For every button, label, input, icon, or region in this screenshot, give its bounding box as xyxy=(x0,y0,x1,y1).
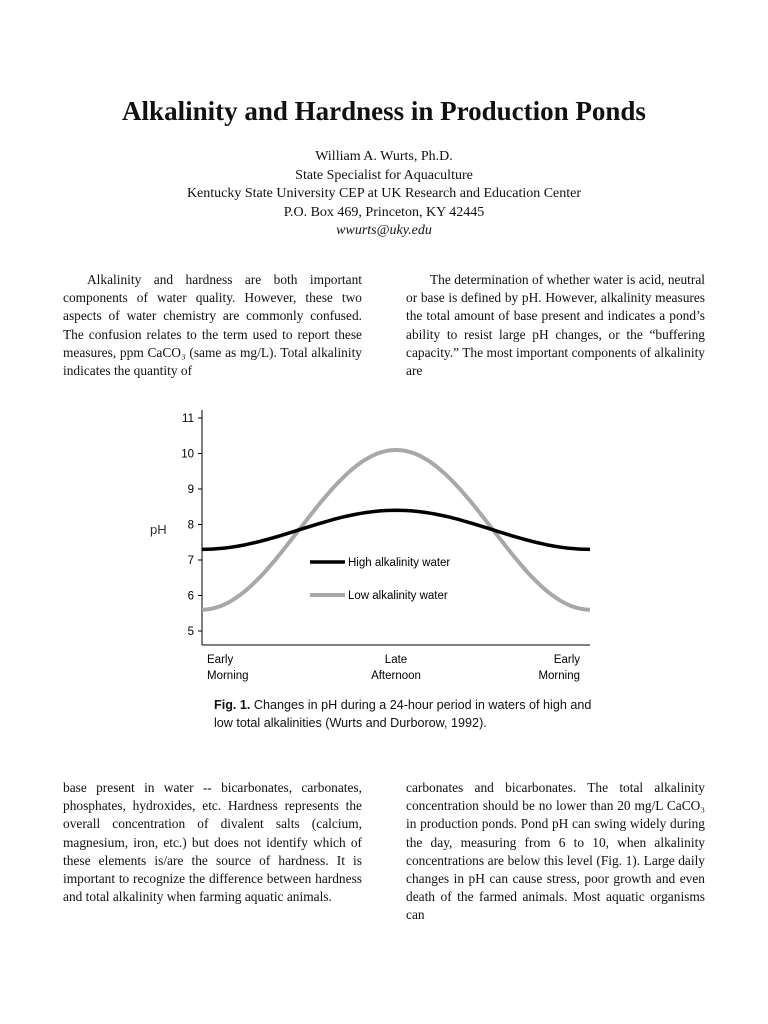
legend xyxy=(310,557,450,602)
y-tick-label: 7 xyxy=(187,555,194,567)
ph-chart xyxy=(130,400,600,700)
y-tick-label: 10 xyxy=(181,448,194,461)
author-affiliation: Kentucky State University CEP at UK Research and Education Center xyxy=(186,186,582,201)
paragraph: carbonates and bicarbonates. The total alkalinity concentration should be no lower than 20 mg/L CaCO₃ in production ponds. Pond pH can swing widely during the day, measuring from 6 to 10, when alkalinity concentrations are below this level (Fig. 1). Large daily changes in pH can cause stress, poor growth and even death of the farmed animals. Most aquatic organisms can xyxy=(406,780,705,923)
y-tick-label: 6 xyxy=(187,590,194,603)
page-title: Alkalinity and Hardness in Production Ponds xyxy=(122,96,646,126)
figure-caption xyxy=(214,697,594,732)
author-email[interactable]: wwurts@uky.edu xyxy=(336,223,432,238)
y-tick-label: 9 xyxy=(187,484,194,496)
caption-text: Changes in pH during a 24-hour period in waters of high and low total alkalinities (Wurts and Durborow, 1992). xyxy=(214,698,592,730)
y-tick-label: 5 xyxy=(187,626,194,638)
x-labels xyxy=(207,654,580,682)
author-block xyxy=(0,148,768,241)
y-axis-label: pH xyxy=(150,522,167,537)
y-tick-label: 8 xyxy=(187,519,194,532)
x-label-late-afternoon-line2: Afternoon xyxy=(371,670,421,682)
paragraph: The determination of whether water is acid, neutral or base is defined by pH. However, alkalinity measures the total amount of base present and indicates a pond’s ability to resist large pH changes, or the “buffering capacity.” The most important components of alkalinity are xyxy=(406,272,705,379)
plot-frame xyxy=(202,410,590,645)
author-position: State Specialist for Aquaculture xyxy=(295,167,473,183)
x-label-late-afternoon: Late xyxy=(384,654,408,666)
x-label-early-morning-end-line2: Morning xyxy=(538,670,580,682)
author-address: P.O. Box 469, Princeton, KY 42445 xyxy=(283,204,485,220)
y-tick-label: 11 xyxy=(182,413,194,425)
legend-label-high: High alkalinity water xyxy=(348,557,451,569)
series-line-high-alkalinity xyxy=(202,510,590,549)
author-name: William A. Wurts, Ph.D. xyxy=(315,149,453,164)
top-right-column xyxy=(406,271,705,380)
legend-label-low: Low alkalinity water xyxy=(348,590,448,602)
x-label-early-morning-start: Early xyxy=(207,654,234,666)
paragraph: Alkalinity and hardness are both important components of water quality. However, these two aspects of water chemistry are commonly confused. The confusion relates to the term used to report these measures, ppm CaCO₃ (same as mg/L). Total alkalinity indicates the quantity of xyxy=(63,272,362,379)
series-line-low-alkalinity xyxy=(202,450,590,610)
x-label-early-morning-start-line2: Morning xyxy=(207,670,249,682)
bottom-left-column xyxy=(63,779,362,906)
top-left-column xyxy=(63,271,362,380)
bottom-right-column xyxy=(406,779,705,925)
y-ticks xyxy=(181,413,202,638)
caption-label: Fig. 1. xyxy=(214,698,251,712)
x-label-early-morning-end: Early xyxy=(553,654,580,666)
paragraph: base present in water -- bicarbonates, carbonates, phosphates, hydroxides, etc. Hardness represents the overall concentration of divalent salts (calcium, magnesium, iron, etc.) but does not identify which of these elements is/are the source of hardness. It is important to recognize the difference between hardness and total alkalinity when farming aquatic animals. xyxy=(63,780,362,905)
